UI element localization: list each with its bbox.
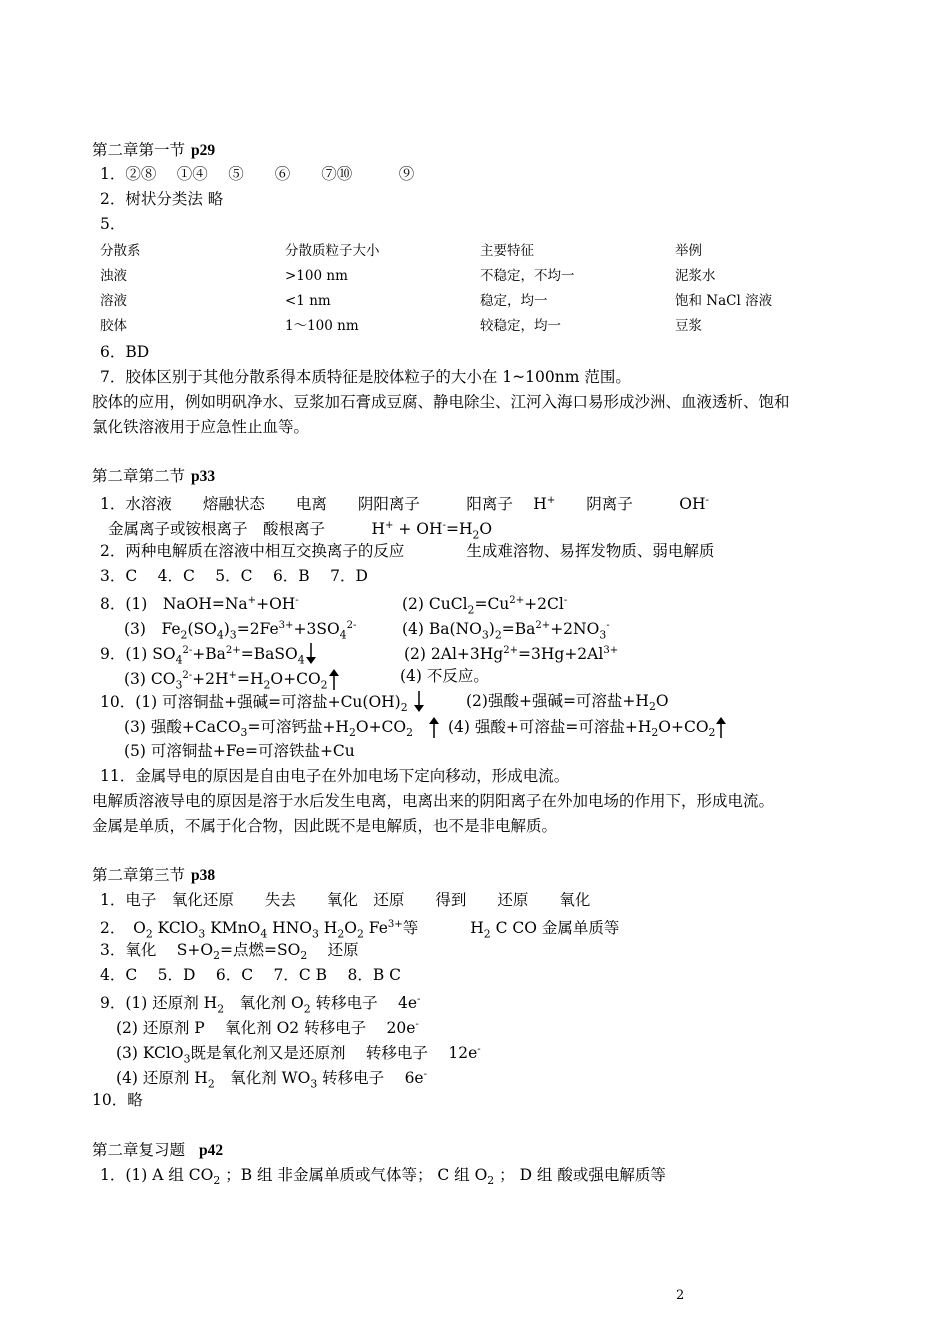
section-1-heading [92, 140, 215, 160]
s3-q9-3: (3) KClO$_3$既是氧化剂又是还原剂 转移电子 12e- [116, 1044, 481, 1066]
table-cell: 不稳定，不均一 [480, 268, 575, 284]
precipitate-down-arrow-icon [305, 643, 317, 665]
s2-q10-3: (3) 强酸+CaCO$_3$=可溶钙盐$+H_2O+CO_2$ [124, 716, 440, 736]
s3-q10: 10．略 [92, 1091, 143, 1109]
gas-up-arrow-icon [715, 716, 727, 738]
precipitate-down-arrow-icon [413, 691, 425, 713]
s3-q1: 1．电子 氧化还原 失去 氧化 还原 得到 还原 氧化 [100, 891, 591, 909]
s1-q2: 2．树状分类法 略 [100, 190, 224, 208]
s2-q11-line2: 电解质溶液导电的原因是溶于水后发生电离，电离出来的阴阳离子在外加电场的作用下，形成电流。 [92, 792, 775, 810]
page-number: 2 [676, 1288, 685, 1303]
table-header: 举例 [675, 243, 702, 259]
table-cell: <1 nm [285, 293, 331, 309]
s2-q11-line3: 金属是单质，不属于化合物，因此既不是电解质，也不是非电解质。 [92, 817, 558, 835]
s2-q9-4: (4) 不反应。 [400, 667, 489, 685]
s4-q1: 1．(1) A 组 $CO_2$ ；B 组 非金属单质或气体等； C 组 $O_2$ ； D 组 酸或强电解质等 [100, 1166, 666, 1188]
table-cell: 稳定，均一 [480, 293, 548, 309]
s3-q9-2: (2) 还原剂 P 氧化剂 O2 转移电子 20e- [116, 1019, 419, 1038]
table-cell: 泥浆水 [675, 268, 716, 284]
section-title: 第二章第三节 [92, 866, 186, 884]
s2-q1-line2: 金属离子或铵根离子 酸根离子 $H^+ + OH^-=H_2O$ [108, 520, 493, 542]
s2-q8-3: (3) $Fe_2(SO_4)_3=2Fe^{3+}+3SO_4^{2-}$ [124, 620, 357, 642]
s2-q8-1: 8．(1) NaOH=Na++OH- [100, 595, 299, 614]
gas-up-arrow-icon [428, 716, 440, 738]
table-cell: 溶液 [100, 293, 127, 309]
table-header: 分散质粒子大小 [285, 243, 380, 259]
table-header: 分散系 [100, 243, 141, 259]
s2-q8-2: (2) $CuCl_2=Cu^{2+}+2Cl^-$ [402, 595, 568, 617]
section-title: 第二章第一节 [92, 141, 186, 159]
s2-q9-3: (3) $CO_3^{2-}+2H^+=H_2O+CO_2$ [124, 666, 340, 686]
s2-q10-4: (4) 强酸+可溶盐=可溶盐$+H_2O+CO_2$ [448, 716, 727, 736]
table-header: 主要特征 [480, 243, 534, 259]
section-page: p42 [199, 1142, 224, 1159]
s2-q9-2: (2) $2Al+3Hg^{2+}=3Hg+2Al^{3+}$ [404, 645, 619, 664]
s2-q3: 3．C 4．C 5．C 6．B 7．D [100, 567, 368, 585]
s2-q10-1: 10．(1) 可溶铜盐+强碱=可溶盐$+Cu(OH)_2$ [100, 691, 425, 711]
s2-q2: 2．两种电解质在溶液中相互交换离子的反应 生成难溶物、易挥发物质、弱电解质 [100, 542, 715, 560]
s3-q9-4: (4) 还原剂 $H_2$ 氧化剂 $WO_3$ 转移电子 6e- [116, 1069, 428, 1091]
section-3-heading [92, 865, 215, 885]
s3-q9-1: 9．(1) 还原剂 $H_2$ 氧化剂 $O_2$ 转移电子 4e- [100, 994, 421, 1016]
s2-q10-2: (2)强酸+强碱=可溶盐$+H_2O$ [466, 692, 669, 714]
s3-q3: 3．氧化 $S+O_2=$点燃$=SO_2$ 还原 [100, 941, 359, 963]
table-cell: 1～100 nm [285, 318, 359, 334]
s1-q7-line1: 7．胶体区别于其他分散系得本质特征是胶体粒子的大小在 1~100nm 范围。 [100, 368, 631, 386]
s2-q1-line1: 1．水溶液 熔融状态 电离 阴阳离子 阳离子 H+ 阴离子 OH- [100, 495, 709, 514]
s2-q11-line1: 11．金属导电的原因是自由电子在外加电场下定向移动，形成电流。 [100, 767, 570, 785]
section-2-heading [92, 466, 215, 486]
s2-q8-4: (4) $Ba(NO_3)_2=Ba^{2+}+2NO_3^-$ [402, 620, 610, 642]
table-cell: 浊液 [100, 268, 127, 284]
gas-up-arrow-icon [328, 668, 340, 690]
s1-q7-line2: 胶体的应用，例如明矾净水、豆浆加石膏成豆腐、静电除尘、江河入海口易形成沙洲、血液透析、饱和 [92, 393, 790, 411]
table-cell: 饱和 NaCl 溶液 [675, 293, 773, 309]
s3-q4: 4．C 5．D 6．C 7．C B 8．B C [100, 966, 402, 984]
section-title: 第二章第二节 [92, 467, 186, 485]
section-4-heading [92, 1140, 223, 1160]
s2-q10-5: (5) 可溶铜盐+Fe=可溶铁盐+Cu [124, 742, 355, 760]
s3-q2: 2． $O_2$ KClO$_3$ KMnO$_4$ $HNO_3$ $H_2O_2$ $Fe^{3+}$等 $H_2$ C CO 金属单质等 [100, 919, 620, 941]
table-cell: 胶体 [100, 318, 127, 334]
section-page: p29 [191, 142, 216, 159]
section-page: p33 [191, 468, 216, 485]
table-cell: 较稳定，均一 [480, 318, 561, 334]
s1-q7-line3: 氯化铁溶液用于应急性止血等。 [92, 418, 310, 436]
s1-q5: 5． [100, 215, 126, 233]
s1-q6: 6．BD [100, 343, 150, 361]
table-cell: >100 nm [285, 268, 348, 284]
s1-q1: 1．②⑧ ①④ ⑤ ⑥ ⑦⑩ ⑨ [100, 165, 415, 183]
s2-q9-1: 9．(1) $SO_4^{2-}+Ba^{2+}=BaSO_4$ [100, 641, 317, 661]
section-title: 第二章复习题 [92, 1141, 186, 1159]
section-page: p38 [191, 867, 216, 884]
table-cell: 豆浆 [675, 318, 702, 334]
